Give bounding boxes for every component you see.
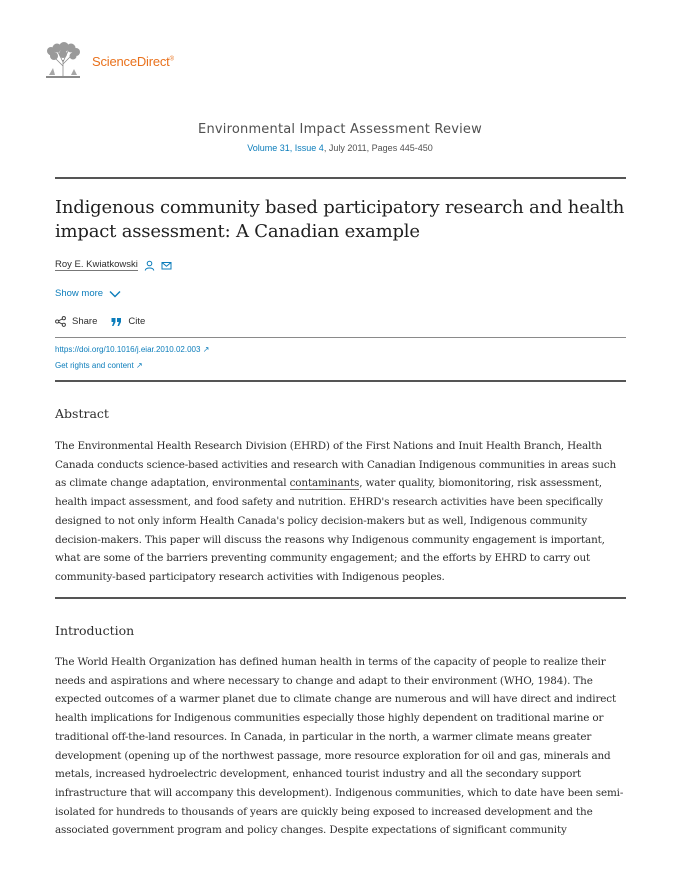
- author-name[interactable]: Roy E. Kwiatkowski: [55, 259, 138, 270]
- external-link-icon: ↗: [202, 345, 210, 354]
- mail-icon[interactable]: [161, 260, 172, 271]
- journal-issue-info: [0, 143, 680, 153]
- article-title: Indigenous community based participatory research and health impact assessment: A Canadian example: [55, 197, 625, 242]
- show-more-button[interactable]: [55, 288, 121, 299]
- cite-button[interactable]: [111, 316, 145, 327]
- doi-divider-bottom: [55, 380, 626, 382]
- introduction-text: The World Health Organization has defined human health in terms of the capacity of people to realize their needs and aspirations and where necessary to change and adapt to their environment (WHO, 1984). The expected outcomes of a warmer planet due to climate change are numerous and will have direct and indirect health implications for Indigenous communities especially those highly dependent on traditional marine or traditional off-the-land resources. In Canada, in particular in the north, a warmer climate means greater development (opening up of the northwest passage, more resource exploration for oil and gas, minerals and metals, increased hydroelectric development, enhanced tourist industry and all the secondary support infrastructure that will accompany this development). Indigenous communities, which to date have been semi-isolated for hundreds to thousands of years are quickly being exposed to increased development and the associated government program and policy changes. Despite expectations of significant community: [55, 656, 624, 837]
- person-icon[interactable]: [144, 260, 155, 271]
- journal-title[interactable]: Environmental Impact Assessment Review: [198, 122, 482, 137]
- share-label: Share: [72, 316, 98, 327]
- show-more-label: Show more: [55, 288, 104, 299]
- date-pages: , July 2011, Pages 445-450: [323, 143, 433, 153]
- contaminants-link[interactable]: contaminants: [289, 477, 360, 490]
- rights-link[interactable]: Get rights and content ↗: [55, 361, 143, 370]
- volume-issue-link[interactable]: Volume 31, Issue 4: [247, 143, 324, 153]
- introduction-heading: Introduction: [55, 623, 135, 638]
- external-link-icon: ↗: [135, 361, 143, 370]
- quote-icon: [111, 317, 122, 327]
- chevron-down-icon: [109, 290, 121, 298]
- abstract-text: The Environmental Health Research Division (EHRD) of the First Nations and Inuit Health Branch, Health Canada conducts science-based activities and research with Canadian Indigenous communities in areas such as climate change adaptation, environmental contaminants, water quality, biomonitoring, risk assessment, health impact assessment, and food safety and nutrition. EHRD's research activities have been specifically designed to not only inform Health Canada's policy decision-makers but as well, Indigenous community decision-makers. This paper will discuss the reasons why Indigenous community engagement is important, what are some of the barriers preventing community engagement; and the efforts by EHRD to carry out community-based participatory research activities with Indigenous peoples.: [55, 440, 616, 583]
- article-actions: [55, 316, 159, 327]
- cite-label: Cite: [128, 316, 146, 327]
- abstract-heading: Abstract: [55, 406, 109, 421]
- share-button[interactable]: [55, 316, 97, 327]
- doi-divider-top: [55, 337, 626, 338]
- header-divider: [55, 177, 626, 179]
- sciencedirect-logo[interactable]: [43, 42, 174, 80]
- author-row: [55, 259, 172, 271]
- doi-link[interactable]: https://doi.org/10.1016/j.eiar.2010.02.003 ↗: [55, 345, 210, 354]
- sciencedirect-wordmark: ScienceDirect®: [92, 53, 174, 69]
- elsevier-tree-logo: [43, 42, 83, 80]
- share-icon: [55, 316, 66, 327]
- abstract-divider: [55, 597, 626, 599]
